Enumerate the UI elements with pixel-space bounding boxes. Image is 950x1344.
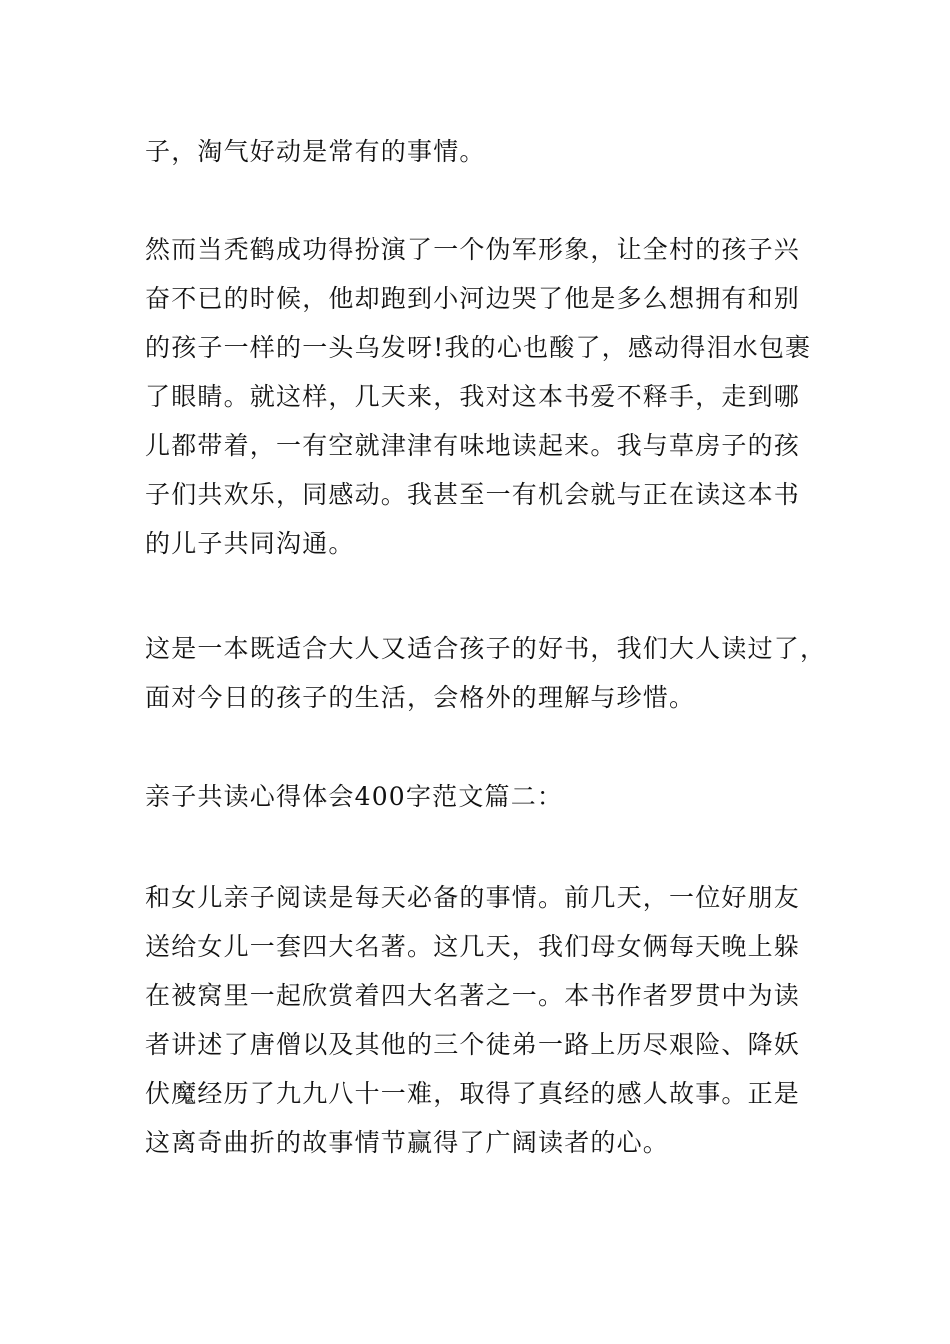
text-line: 这离奇曲折的故事情节赢得了广阔读者的心。 [145, 1128, 670, 1157]
text-line: 送给女儿一套四大名著。这几天，我们母女俩每天晚上躲 [145, 932, 801, 961]
text-line: 儿都带着，一有空就津津有味地读起来。我与草房子的孩 [145, 431, 801, 460]
text-line: 子，淘气好动是常有的事情。 [145, 137, 486, 166]
section-heading [145, 772, 845, 821]
text-line: 奋不已的时候，他却跑到小河边哭了他是多么想拥有和别 [145, 284, 801, 313]
text-line: 在被窝里一起欣赏着四大名著之一。本书作者罗贯中为读 [145, 981, 801, 1010]
paragraph-2 [145, 225, 845, 568]
paragraph-3 [145, 624, 845, 722]
text-line: 了眼睛。就这样，几天来，我对这本书爱不释手，走到哪 [145, 382, 801, 411]
text-line: 的儿子共同沟通。 [145, 529, 355, 558]
text-line: 伏魔经历了九九八十一难，取得了真经的感人故事。正是 [145, 1079, 801, 1108]
text-line: 然而当秃鹤成功得扮演了一个伪军形象，让全村的孩子兴 [145, 235, 801, 264]
text-line: 者讲述了唐僧以及其他的三个徒弟一路上历尽艰险、降妖 [145, 1030, 801, 1059]
paragraph-1 [145, 127, 845, 176]
text-line: 亲子共读心得体会400字范文篇二： [145, 782, 564, 811]
text-line: 和女儿亲子阅读是每天必备的事情。前几天，一位好朋友 [145, 883, 801, 912]
paragraph-5 [145, 873, 845, 1167]
text-line: 面对今日的孩子的生活，会格外的理解与珍惜。 [145, 683, 696, 712]
text-line: 的孩子一样的一头乌发呀!我的心也酸了，感动得泪水包裹 [145, 333, 812, 362]
text-line: 子们共欢乐，同感动。我甚至一有机会就与正在读这本书 [145, 480, 801, 509]
text-line: 这是一本既适合大人又适合孩子的好书，我们大人读过了， [145, 634, 827, 663]
